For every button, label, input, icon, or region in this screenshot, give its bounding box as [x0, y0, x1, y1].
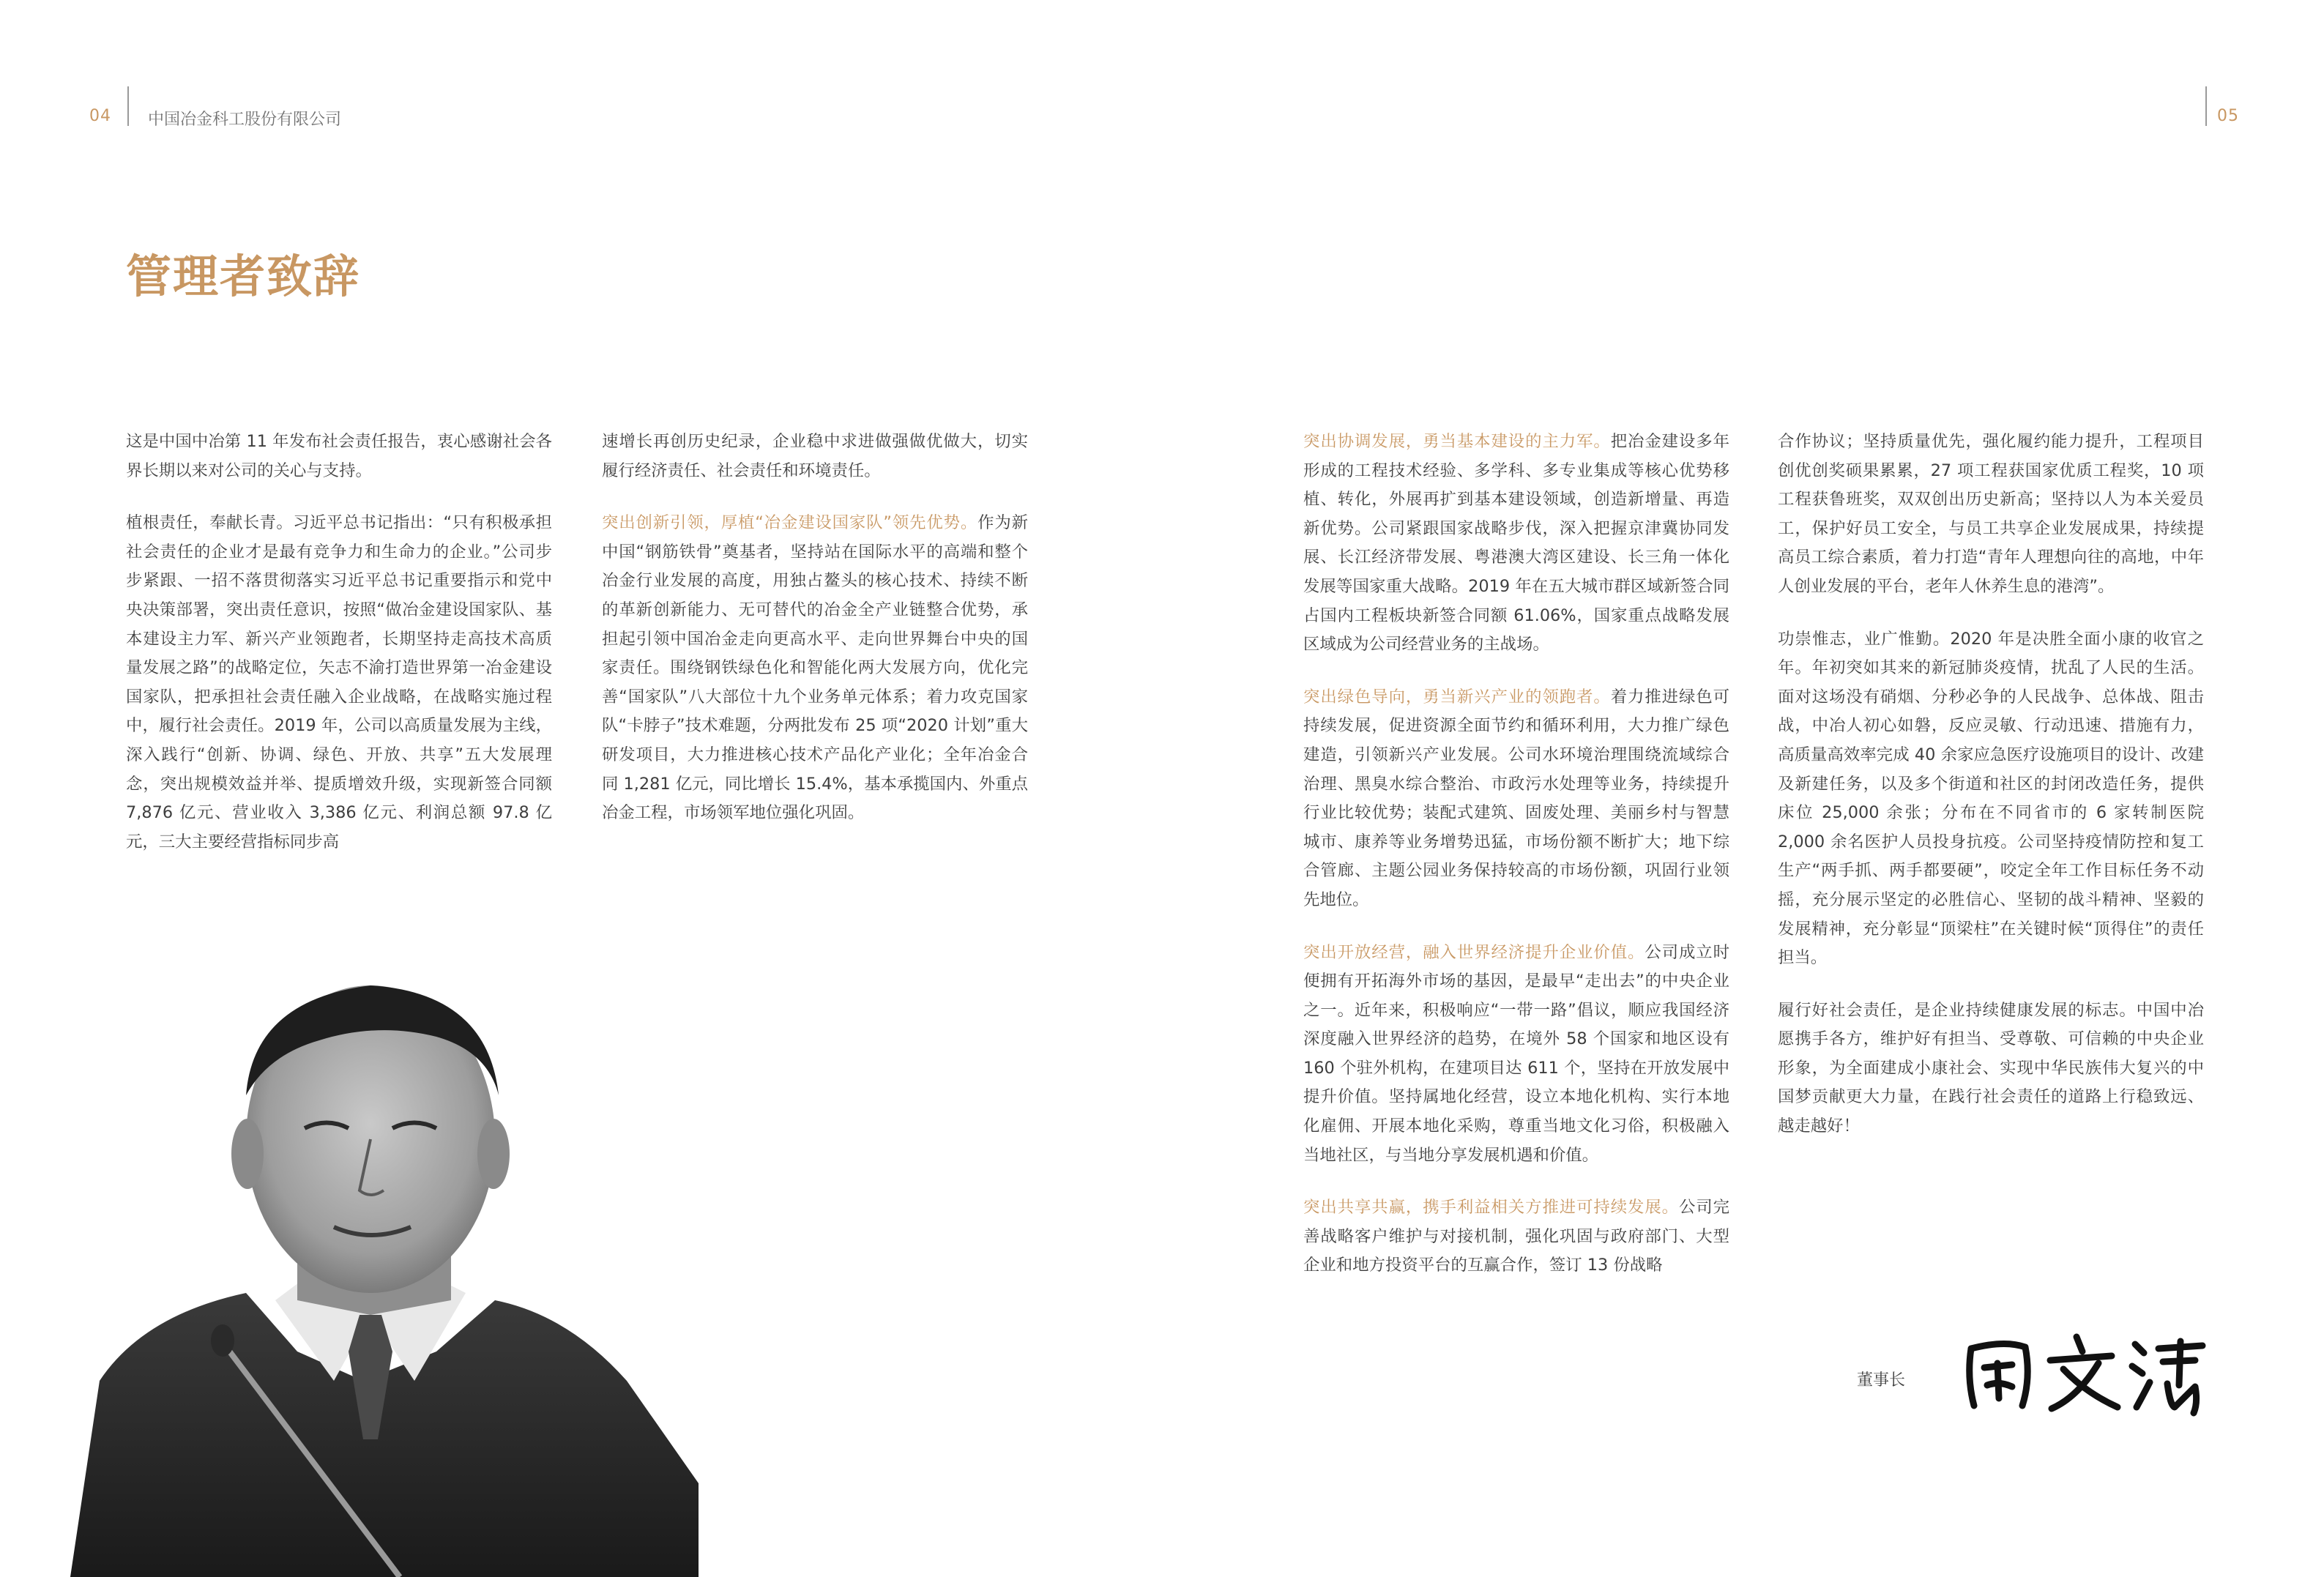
paragraph-lead: 突出协调发展，勇当基本建设的主力军。: [1303, 432, 1611, 451]
chairman-photo: [56, 971, 699, 1577]
paragraph-text: 植根责任，奉献长青。习近平总书记指出：“只有积极承担社会责任的企业才是最有竞争力和生命力的企业。”公司步步紧跟、一招不落贯彻落实习近平总书记重要指示和党中央决策部署，突出责任意识，按照“做冶金建设国家队、基本建设主力军、新兴产业领跑者，长期坚持走高技术高质量发展之路”的战略定位，矢志不渝打造世界第一冶金建设国家队，把承担社会责任融入企业战略，在战略实施过程中，履行社会责任。2019 年，公司以高质量发展为主线，深入践行“创新、协调、绿色、开放、共享”五大发展理念，突出规模效益并举、提质增效升级，实现新签合同额 7,876 亿元、营业收入 3,386 亿元、利润总额 97.8 亿元，三大主要经营指标同步高: [126, 513, 552, 851]
text-column-2: [602, 428, 1028, 851]
paragraph: [1778, 996, 2204, 1141]
paragraph: [1303, 428, 1729, 660]
paragraph: [1303, 1193, 1729, 1280]
paragraph: [126, 509, 552, 857]
paragraph: [1778, 428, 2204, 602]
text-column-1: [126, 428, 552, 880]
paragraph-text: 作为新中国“钢筋铁骨”奠基者，坚持站在国际水平的高端和整个冶金行业发展的高度，用独占鳌头的核心技术、持续不断的革新创新能力、无可替代的冶金全产业链整合优势，承担起引领中国冶金走向更高水平、走向世界舞台中央的国家责任。围绕钢铁绿色化和智能化两大发展方向，优化完善“国家队”八大部位十九个业务单元体系；着力攻克国家队“卡脖子”技术难题，分两批发布 25 项“2020 计划”重大研发项目，大力推进核心技术产品化产业化；全年冶金合同 1,281 亿元，同比增长 15.4%，基本承揽国内、外重点冶金工程，市场领军地位强化巩固。: [602, 513, 1029, 823]
paragraph-lead: 突出共享共赢，携手利益相关方推进可持续发展。: [1303, 1198, 1679, 1218]
paragraph-text: 速增长再创历史纪录，企业稳中求进做强做优做大，切实履行经济责任、社会责任和环境责任。: [602, 432, 1028, 480]
paragraph-text: 这是中国中冶第 11 年发布社会责任报告，衷心感谢社会各界长期以来对公司的关心与支持。: [126, 432, 552, 480]
paragraph: [1778, 625, 2204, 973]
paragraph-text: 把冶金建设多年形成的工程技术经验、多学科、多专业集成等核心优势移植、转化，外展再扩到基本建设领域，创造新增量、再造新优势。公司紧跟国家战略步伐，深入把握京津冀协同发展、长江经济带发展、粤港澳大湾区建设、长三角一体化发展等国家重大战略。2019 年在五大城市群区域新签合同占国内工程板块新签合同额 61.06%，国家重点战略发展区域成为公司经营业务的主战场。: [1303, 432, 1730, 655]
right-page-number: 05: [2217, 107, 2239, 125]
paragraph: [602, 428, 1028, 485]
paragraph: [1303, 683, 1729, 915]
text-column-4: [1778, 428, 2204, 1165]
paragraph-text: 公司成立时便拥有开拓海外市场的基因，是最早“走出去”的中央企业之一。近年来，积极响应“一带一路”倡议，顺应我国经济深度融入世界经济的趋势，在境外 58 个国家和地区设有 160 个驻外机构，在建项目达 611 个，坚持在开放发展中提升价值。坚持属地化经营，设立本地化机构、实行本地化雇佣、开展本地化采购，尊重当地文化习俗，积极融入当地社区，与当地分享发展机遇和价值。: [1303, 942, 1730, 1165]
paragraph-lead: 突出创新引领，厚植“冶金建设国家队”领先优势。: [602, 513, 978, 533]
header-divider-right: [2205, 86, 2207, 126]
left-page-number: 04: [89, 107, 111, 125]
paragraph-text: 履行好社会责任，是企业持续健康发展的标志。中国中冶愿携手各方，维护好有担当、受尊敬、可信赖的中央企业形象，为全面建成小康社会、实现中华民族伟大复兴的中国梦贡献更大力量，在践行社会责任的道路上行稳致远、越走越好！: [1778, 1000, 2204, 1136]
text-column-3: [1303, 428, 1729, 1304]
company-name: 中国冶金科工股份有限公司: [148, 111, 342, 129]
paragraph-text: 功崇惟志，业广惟勤。2020 年是决胜全面小康的收官之年。年初突如其来的新冠肺炎疫情，扰乱了人民的生活。面对这场没有硝烟、分秒必争的人民战争、总体战、阻击战，中冶人初心如磐，反应灵敏、行动迅速、措施有力，高质量高效率完成 40 余家应急医疗设施项目的设计、改建及新建任务，以及多个街道和社区的封闭改造任务，提供床位 25,000 余张；分布在不同省市的 6 家转制医院 2,000 余名医护人员投身抗疫。公司坚持疫情防控和复工生产“两手抓、两手都要硬”，咬定全年工作目标任务不动摇，充分展示坚定的必胜信心、坚韧的战斗精神、坚毅的发展精神，充分彰显“顶梁柱”在关键时候“顶得住”的责任担当。: [1778, 629, 2204, 968]
signature-role: 董事长: [1857, 1371, 1906, 1390]
page-title: 管理者致辞: [126, 250, 361, 303]
paragraph: [126, 428, 552, 485]
paragraph-lead: 突出开放经营，融入世界经济提升企业价值。: [1303, 942, 1645, 962]
header-divider-left: [127, 86, 129, 126]
paragraph-text: 着力推进绿色可持续发展，促进资源全面节约和循环利用，大力推广绿色建造，引领新兴产业发展。公司水环境治理围绕流域综合治理、黑臭水综合整治、市政污水处理等业务，持续提升行业比较优势；装配式建筑、固废处理、美丽乡村与智慧城市、康养等业务增势迅猛，市场份额不断扩大；地下综合管廊、主题公园业务保持较高的市场份额，巩固行业领先地位。: [1303, 687, 1730, 909]
handwritten-signature: [1961, 1327, 2210, 1417]
paragraph-lead: 突出绿色导向，勇当新兴产业的领跑者。: [1303, 687, 1611, 707]
paragraph: [1303, 939, 1729, 1171]
paragraph-text: 合作协议；坚持质量优先，强化履约能力提升，工程项目创优创奖硕果累累，27 项工程获国家优质工程奖，10 项工程获鲁班奖，双双创出历史新高；坚持以人为本关爱员工，保护好员工安全，与员工共享企业发展成果，持续提高员工综合素质，着力打造“青年人理想向往的高地，中年人创业发展的平台，老年人休养生息的港湾”。: [1778, 432, 2204, 596]
paragraph: [602, 509, 1028, 828]
paragraph-text: 公司完善战略客户维护与对接机制，强化巩固与政府部门、大型企业和地方投资平台的互赢合作，签订 13 份战略: [1303, 1198, 1730, 1275]
